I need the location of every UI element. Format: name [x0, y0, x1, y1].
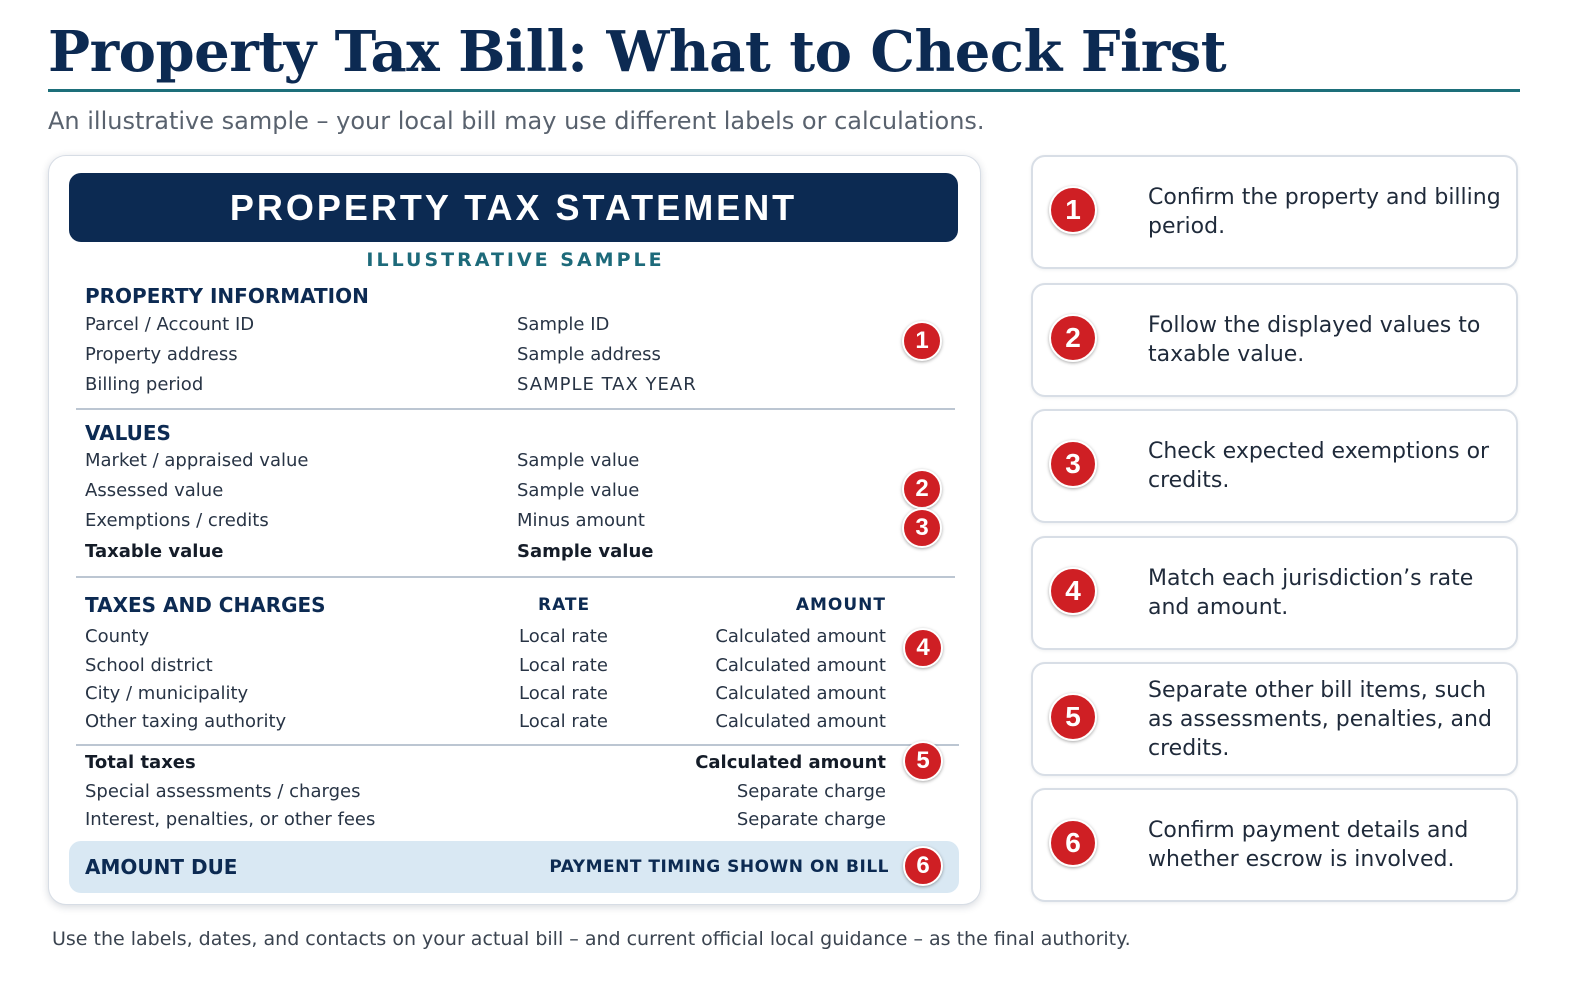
property-info-value: SAMPLE TAX YEAR	[517, 374, 697, 395]
marker-4-badge: 4	[903, 628, 943, 668]
checklist-text: Confirm the property and billing period.	[1148, 185, 1501, 239]
amount-due-label: AMOUNT DUE	[85, 855, 238, 879]
tax-row-amount: Calculated amount	[715, 626, 886, 647]
marker-6-badge: 6	[903, 846, 943, 886]
other-charge-amount: Separate charge	[736, 781, 886, 802]
checklist-card	[1031, 409, 1518, 523]
tax-row-label: Other taxing authority	[85, 711, 287, 732]
total-taxes-label: Total taxes	[85, 752, 196, 773]
checklist-text: Confirm payment details and whether escrow is involved.	[1148, 818, 1469, 872]
statement-header: PROPERTY TAX STATEMENT	[69, 173, 958, 242]
taxable-value-label: Taxable value	[85, 541, 224, 562]
footer-note: Use the labels, dates, and contacts on your actual bill – and current official local guidance – as the final authority.	[52, 928, 1131, 950]
property-info-label: Property address	[85, 344, 238, 365]
other-charge-label: Interest, penalties, or other fees	[85, 809, 376, 830]
tax-row-rate: Local rate	[519, 626, 608, 647]
checklist-text: Follow the displayed values to taxable value.	[1148, 313, 1481, 367]
statement-subheader: ILLUSTRATIVE SAMPLE	[366, 249, 665, 271]
values-value: Sample value	[517, 480, 640, 501]
step-1-badge: 1	[1049, 186, 1097, 234]
tax-row-amount: Calculated amount	[715, 711, 886, 732]
taxes-title: TAXES AND CHARGES	[85, 593, 326, 617]
property-info-value: Sample address	[517, 344, 661, 365]
property-info-title: PROPERTY INFORMATION	[85, 284, 369, 308]
tax-row-label: City / municipality	[85, 683, 249, 704]
values-value: Minus amount	[517, 510, 645, 531]
values-label: Exemptions / credits	[85, 510, 269, 531]
rate-column-header: RATE	[538, 595, 591, 615]
title-rule	[48, 89, 1520, 92]
tax-statement-panel	[48, 155, 981, 905]
total-taxes-amount: Calculated amount	[695, 752, 886, 773]
step-5-badge: 5	[1049, 693, 1097, 741]
checklist-text: Separate other bill items, such as assessments, penalties, and credits.	[1148, 677, 1492, 761]
page-title: Property Tax Bill: What to Check First	[48, 19, 1227, 85]
step-2-badge: 2	[1049, 314, 1097, 362]
amount-due-bar	[69, 841, 959, 893]
values-title: VALUES	[85, 421, 171, 445]
taxable-value-value: Sample value	[517, 541, 654, 562]
tax-row-amount: Calculated amount	[715, 683, 886, 704]
tax-row-rate: Local rate	[519, 655, 608, 676]
page-subtitle: An illustrative sample – your local bill may use different labels or calculations.	[48, 107, 985, 135]
checklist-text: Check expected exemptions or credits.	[1148, 439, 1490, 493]
step-3-badge: 3	[1049, 440, 1097, 488]
other-charge-amount: Separate charge	[736, 809, 886, 830]
values-label: Market / appraised value	[85, 450, 309, 471]
checklist-card	[1031, 155, 1518, 269]
property-info-label: Billing period	[85, 374, 204, 395]
marker-3-badge: 3	[902, 508, 942, 548]
values-value: Sample value	[517, 450, 640, 471]
tax-row-rate: Local rate	[519, 711, 608, 732]
checklist-card	[1031, 283, 1518, 397]
checklist-card	[1031, 662, 1518, 776]
section-divider	[76, 744, 959, 746]
step-4-badge: 4	[1049, 567, 1097, 615]
other-charge-label: Special assessments / charges	[85, 781, 361, 802]
marker-2-badge: 2	[902, 469, 942, 509]
tax-row-rate: Local rate	[519, 683, 608, 704]
step-6-badge: 6	[1049, 819, 1097, 867]
checklist-card	[1031, 788, 1518, 902]
marker-1-badge: 1	[902, 321, 942, 361]
tax-row-label: County	[85, 626, 150, 647]
marker-5-badge: 5	[903, 741, 943, 781]
section-divider	[76, 576, 955, 578]
amount-column-header: AMOUNT	[795, 595, 886, 615]
property-info-value: Sample ID	[517, 314, 610, 335]
section-divider	[76, 408, 955, 410]
tax-row-label: School district	[85, 655, 213, 676]
property-info-label: Parcel / Account ID	[85, 314, 255, 335]
tax-row-amount: Calculated amount	[715, 655, 886, 676]
checklist-card	[1031, 536, 1518, 650]
payment-timing-note: PAYMENT TIMING SHOWN ON BILL	[549, 857, 889, 877]
checklist-text: Match each jurisdiction’s rate and amount.	[1148, 566, 1474, 620]
values-label: Assessed value	[85, 480, 224, 501]
